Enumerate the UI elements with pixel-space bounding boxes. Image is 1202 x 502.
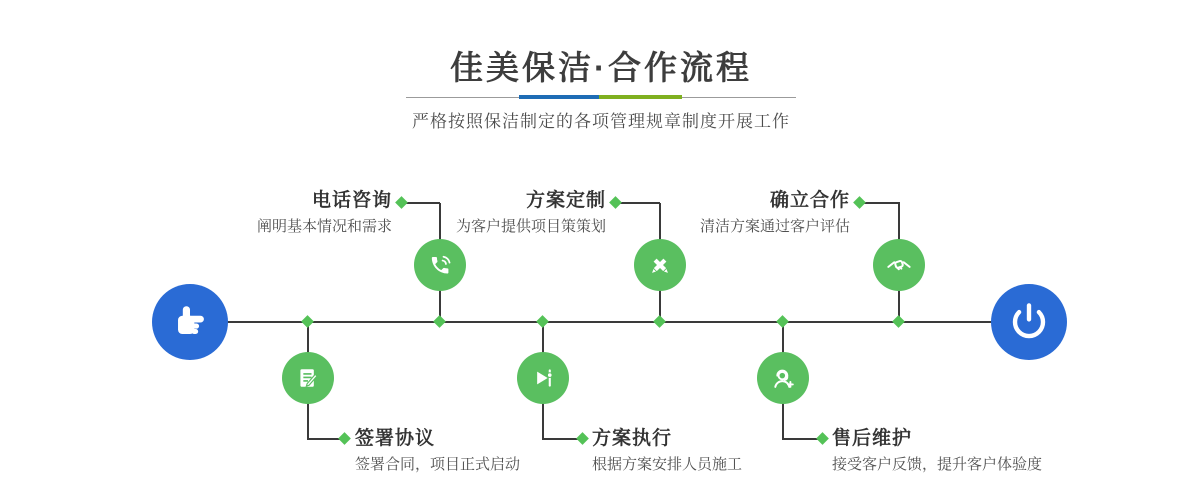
- step-label-plan-customize: [346, 190, 606, 235]
- step-desc: 阐明基本情况和需求: [256, 218, 392, 235]
- pointing-hand-icon: [167, 299, 213, 345]
- step-title: 售后维护: [832, 428, 913, 449]
- step-desc: 清洁方案通过客户评估: [699, 218, 850, 235]
- step-node-sign-agreement: [282, 352, 334, 404]
- step-title: 电话咨询: [311, 190, 392, 211]
- timeline-node-diamond: [536, 315, 549, 328]
- divider-blue-segment: [519, 95, 599, 99]
- sign-document-icon: [294, 364, 322, 392]
- step-desc: 签署合同，项目正式启动: [355, 456, 521, 473]
- step-title: 方案定制: [525, 190, 606, 211]
- page-subtitle: 严格按照保洁制定的各项管理规章制度开展工作: [412, 112, 790, 131]
- title-divider: [406, 95, 796, 101]
- step-title: 确立合作: [769, 190, 850, 211]
- step-title: 签署协议: [355, 428, 436, 449]
- timeline-node-diamond: [776, 315, 789, 328]
- step-desc: 根据方案安排人员施工: [592, 456, 743, 473]
- timeline-node-diamond: [301, 315, 314, 328]
- step-node-establish-cooperation: [873, 239, 925, 291]
- step-label-aftersales-service: [832, 428, 1132, 473]
- step-title: 方案执行: [592, 428, 673, 449]
- timeline-node-diamond: [892, 315, 905, 328]
- step-node-aftersales-service: [757, 352, 809, 404]
- connector-horizontal: [862, 202, 900, 204]
- handshake-icon: [884, 250, 914, 280]
- timeline-node-diamond: [433, 315, 446, 328]
- play-slider-icon: [529, 364, 557, 392]
- end-node: [991, 284, 1067, 360]
- step-desc: 为客户提供项目策策划: [455, 218, 606, 235]
- divider-green-segment: [599, 95, 682, 99]
- step-node-plan-customize: [634, 239, 686, 291]
- phone-icon: [426, 251, 454, 279]
- start-node: [152, 284, 228, 360]
- label-diamond: [338, 432, 351, 445]
- page-title: 佳美保洁·合作流程: [450, 49, 752, 86]
- step-node-plan-execute: [517, 352, 569, 404]
- step-desc: 接受客户反馈，提升客户体验度: [832, 456, 1043, 473]
- customer-service-plus-icon: [769, 364, 798, 393]
- design-pencils-icon: [646, 251, 674, 279]
- step-node-phone-consult: [414, 239, 466, 291]
- timeline-node-diamond: [653, 315, 666, 328]
- power-icon: [1008, 301, 1050, 343]
- step-label-establish-cooperation: [590, 190, 850, 235]
- label-diamond: [853, 196, 866, 209]
